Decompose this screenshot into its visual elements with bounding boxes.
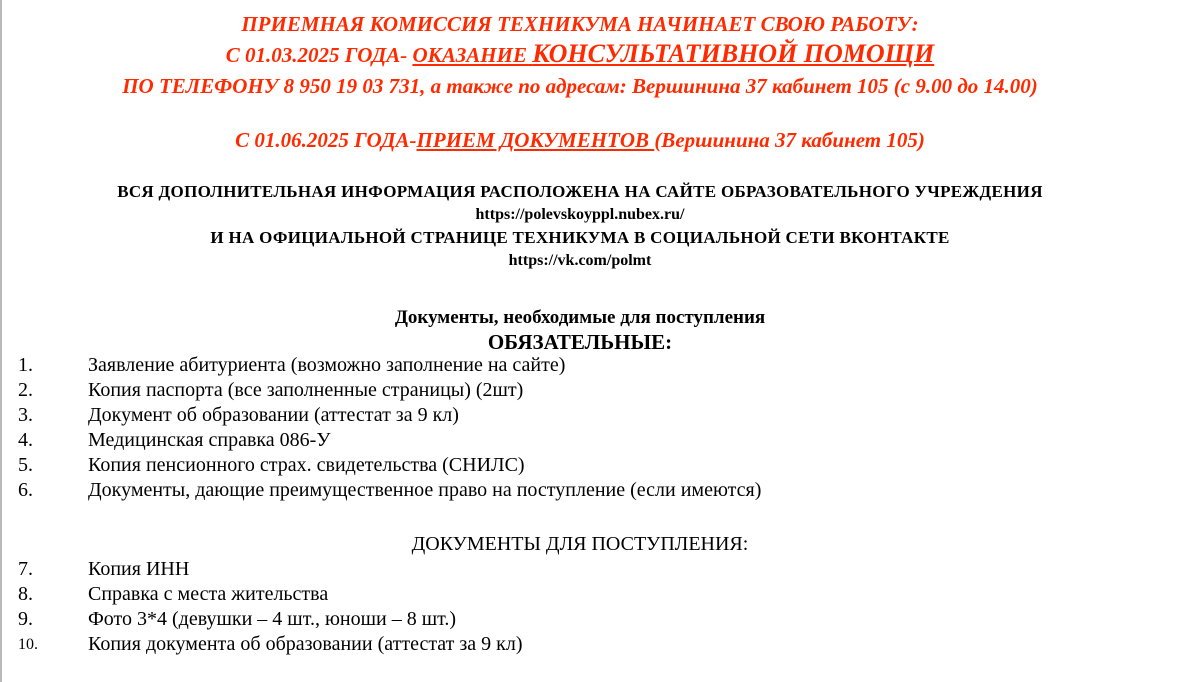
header-line-3 <box>0 72 1160 100</box>
item-text: Медицинская справка 086-У <box>88 429 331 451</box>
item-number: 9. <box>18 608 33 630</box>
header-line-4 <box>0 126 1160 154</box>
admission-address: (Вершинина 37 кабинет 105) <box>654 128 925 152</box>
admission-date: С 01.06.2025 ГОДА- <box>235 128 417 152</box>
documents-title: Документы, необходимые для поступления <box>394 307 766 328</box>
item-text: Документ об образовании (аттестат за 9 кл) <box>88 404 459 426</box>
consult-date: С 01.03.2025 ГОДА- <box>225 43 413 67</box>
item-text: Копия документа об образовании (аттестат за 9 кл) <box>88 633 523 655</box>
item-number: 5. <box>18 454 33 476</box>
item-text: Фото 3*4 (девушки – 4 шт., юноши – 8 шт.) <box>88 608 456 630</box>
item-number: 8. <box>18 583 33 605</box>
item-number: 2. <box>18 379 33 401</box>
admission-docs-heading: ДОКУМЕНТЫ ДЛЯ ПОСТУПЛЕНИЯ: <box>411 533 749 555</box>
item-number: 1. <box>18 354 33 376</box>
item-text: Копия ИНН <box>88 558 190 580</box>
site-link[interactable]: https://polevskoyppl.nubex.ru/ <box>475 206 685 223</box>
mandatory-heading: ОБЯЗАТЕЛЬНЫЕ: <box>487 330 673 354</box>
item-number: 3. <box>18 404 33 426</box>
item-number: 7. <box>18 558 33 580</box>
info-line-1: ВСЯ ДОПОЛНИТЕЛЬНАЯ ИНФОРМАЦИЯ РАСПОЛОЖЕНА НА САЙТЕ ОБРАЗОВАТЕЛЬНОГО УЧРЕЖДЕНИЯ <box>117 182 1043 201</box>
header-line-1 <box>0 11 1160 37</box>
item-number: 6. <box>18 479 33 501</box>
vk-link[interactable]: https://vk.com/polmt <box>508 252 652 269</box>
item-text: Справка с места жительства <box>88 583 329 605</box>
header-line-2 <box>0 38 1160 70</box>
item-number: 10. <box>18 636 38 653</box>
consult-label-2: КОНСУЛЬТАТИВНОЙ ПОМОЩИ <box>532 39 935 68</box>
item-text: Документы, дающие преимущественное право на поступление (если имеются) <box>88 479 762 501</box>
consult-label-1: ОКАЗАНИЕ <box>412 43 533 67</box>
item-text: Копия пенсионного страх. свидетельства (СНИЛС) <box>88 454 525 476</box>
admission-label: ПРИЕМ ДОКУМЕНТОВ <box>416 128 655 152</box>
header-title: ПРИЕМНАЯ КОМИССИЯ ТЕХНИКУМА НАЧИНАЕТ СВОЮ РАБОТУ: <box>241 12 919 36</box>
item-text: Заявление абитуриента (возможно заполнение на сайте) <box>88 354 566 376</box>
consult-phone-address: ПО ТЕЛЕФОНУ 8 950 19 03 731, а также по адресам: Вершинина 37 кабинет 105 (с 9.00 до 14.00) <box>122 74 1038 98</box>
item-text: Копия паспорта (все заполненные страницы) (2шт) <box>88 379 524 401</box>
info-line-2: И НА ОФИЦИАЛЬНОЙ СТРАНИЦЕ ТЕХНИКУМА В СОЦИАЛЬНОЙ СЕТИ ВКОНТАКТЕ <box>210 228 950 247</box>
item-number: 4. <box>18 429 33 451</box>
